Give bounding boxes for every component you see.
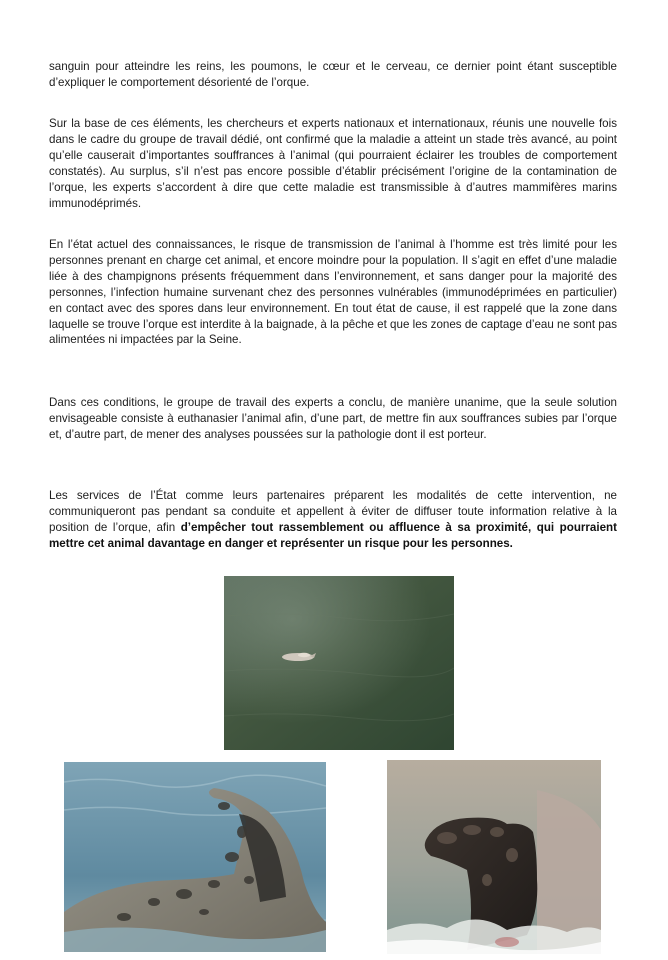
paragraph-3: En l’état actuel des connaissances, le risque de transmission de l’animal à l’homme est très limité pour les personnes prenant en charge cet animal, et encore moindre pour la population. Il s’agit en effet d’une maladie liée à des champignons présents fréquemment dans l’environnement, et sans danger pour la majorité des personnes, l’infection humaine survenant chez des personnes vulnérables (immunodéprimées en particulier) en contact avec des spores dans leur environnement. En tout état de cause, il est rappelé que la zone dans laquelle se trouve l’orque est interdite à la baignade, à la pêche et que les zones de captage d’eau ne sont pas alimentées ni impactées par la Seine. — [49, 238, 617, 347]
orca-head-image — [387, 760, 601, 954]
paragraph-1: sanguin pour atteindre les reins, les poumons, le cœur et le cerveau, ce dernier point étant susceptible d’expliquer le comportement désorienté de l’orque. — [49, 60, 617, 89]
photo-orca-fin — [64, 762, 326, 952]
orca-fin-image — [64, 762, 326, 952]
paragraph-5 — [49, 488, 617, 552]
paragraph-2: Sur la base de ces éléments, les chercheurs et experts nationaux et internationaux, réunis une nouvelle fois dans le cadre du groupe de travail dédié, ont confirmé que la maladie a atteint un stade très avancé, au point qu’elle causerait d’importantes souffrances à l’animal (qui pourraient éclairer les troubles de comportement constatés). Au surplus, s’il n’est pas encore possible d’établir précisément l’origine de la contamination de l’orque, les experts s’accordent à dire que cette maladie est transmissible à d’autres mammifères marins immunodéprimés. — [49, 117, 617, 210]
photo-orca-aerial — [224, 576, 454, 750]
paragraph-5-bold-text: d’empêcher tout rassemblement ou affluence à sa proximité, qui pourraient mettre cet animal davantage en danger et représenter un risque pour les personnes. — [49, 520, 617, 550]
paragraph-5-text: Les services de l’État comme leurs partenaires préparent les modalités de cette intervention, ne communiqueront pas pendant sa conduite et appellent à éviter de diffuser toute information relative à la position de l’orque, afin — [49, 489, 617, 534]
paragraph-4: Dans ces conditions, le groupe de travail des experts a conclu, de manière unanime, que la seule solution envisageable consiste à euthanasier l’animal afin, d’une part, de mettre fin aux souffrances subies par l’orque et, d’autre part, de mener des analyses poussées sur la pathologie dont il est porteur. — [49, 396, 617, 441]
orca-aerial-image — [224, 576, 454, 750]
photo-orca-head — [387, 760, 601, 954]
